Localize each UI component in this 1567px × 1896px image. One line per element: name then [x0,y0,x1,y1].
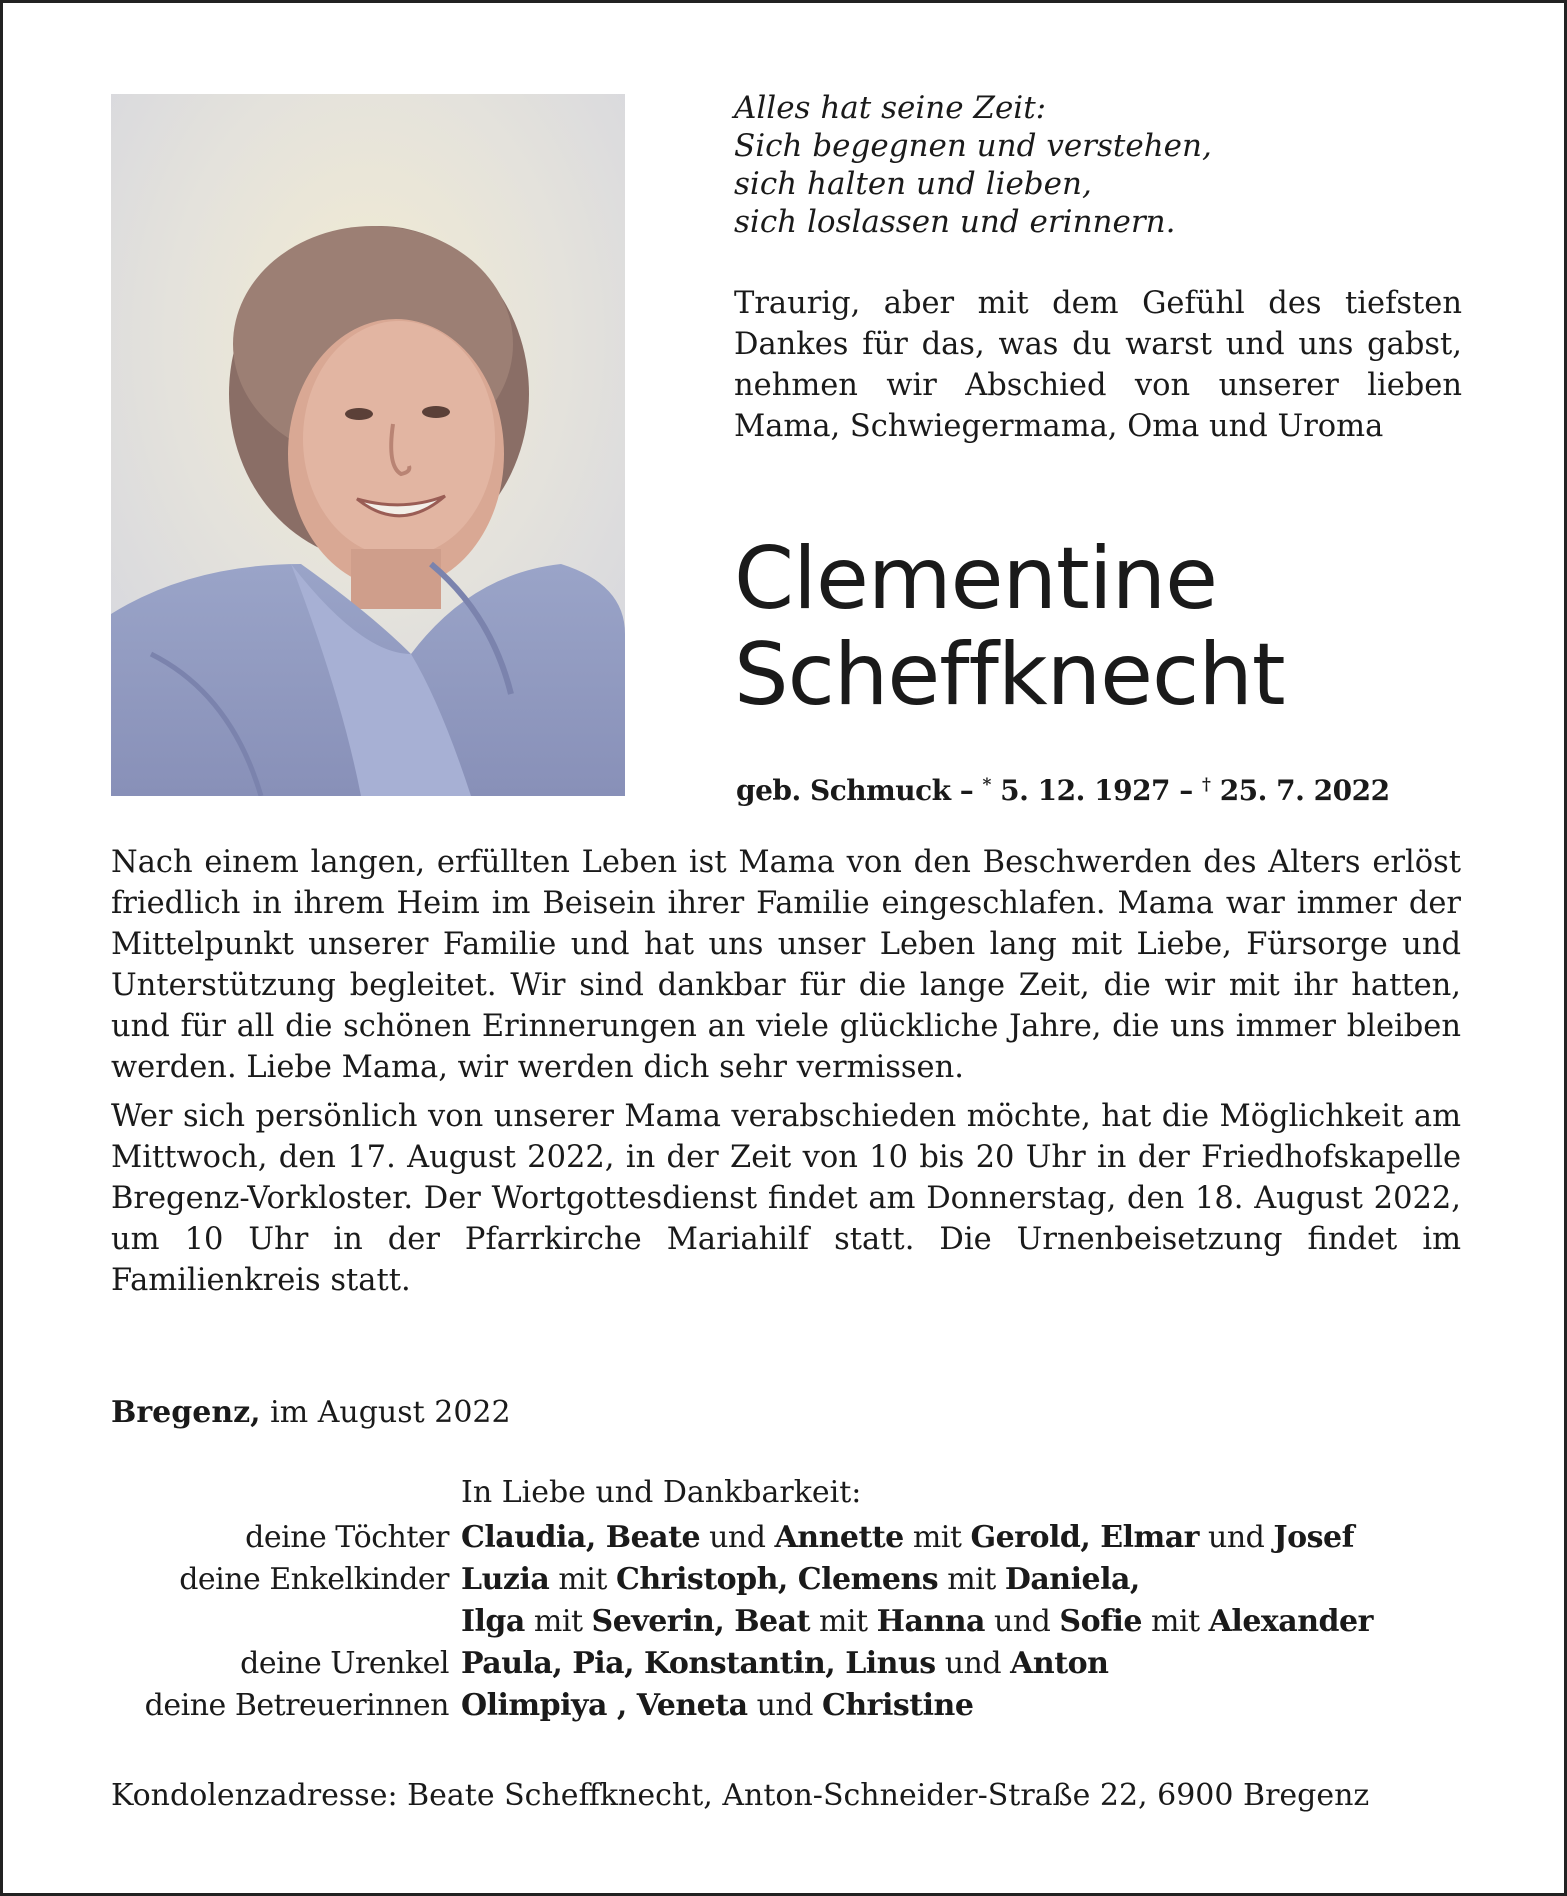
family-connector: mit [809,1604,877,1639]
portrait-photo [111,94,625,796]
signoff: In Liebe und Dankbarkeit: [461,1475,862,1510]
family-connector: mit [549,1562,616,1597]
family-member-name: Claudia, Beate [461,1520,701,1555]
condolence-address: Kondolenzadresse: Beate Scheffknecht, Anton-Schneider-Straße 22, 6900 Bregenz [111,1778,1370,1813]
family-row [103,1685,1483,1727]
poem-line: Alles hat seine Zeit: [734,90,1047,126]
first-name: Clementine [734,529,1218,629]
death-symbol: † [1202,775,1211,795]
life-dates [736,765,1390,811]
body-paragraph: Wer sich persönlich von unserer Mama verabschieden möchte, hat die Möglichkeit am Mittwoch, den 17. August 2022, in der Zeit von 10 bis 20 Uhr in der Friedhofskapelle Bregenz-Vorkloster. Der Wortgottesdienst findet am Donnerstag, den 18. August 2022, um 10 Uhr in der Pfarrkirche Mariahilf statt. Die Urnenbeisetzung findet im Familienkreis statt. [111,1099,1461,1298]
poem-line: Sich begegnen und verstehen, [734,128,1212,164]
family-connector: und [1199,1520,1274,1555]
family-connector: mit [524,1604,592,1639]
family-members [461,1685,1483,1727]
family-row [103,1601,1483,1643]
body-paragraph: Nach einem langen, erfüllten Leben ist Mama von den Beschwerden des Alters erlöst friedlich in ihrem Heim im Beisein ihrer Familie eingeschlafen. Mama war immer der Mittelpunkt unserer Familie und hat uns unser Leben lang mit Liebe, Fürsorge und Unterstützung begleitet. Wir sind dankbar für die lange Zeit, die wir mit ihr hatten, und für all die schönen Erinnerungen an viele glückliche Jahre, die uns immer bleiben werden. Liebe Mama, wir werden dich sehr vermissen. [111,845,1461,1085]
family-relation-label [103,1601,461,1643]
date-separator: – [1179,774,1193,807]
family-relation-label: deine Betreuerinnen [144,1688,449,1723]
family-member-name: Josef [1273,1520,1355,1555]
family-connector: mit [1141,1604,1209,1639]
family-member-name: Paula, Pia, Konstantin, Linus [461,1646,936,1681]
family-relation-label: deine Urenkel [240,1646,449,1681]
poem-line: sich halten und lieben, [734,166,1092,202]
family-connector: mit [903,1520,971,1555]
family-members [461,1643,1483,1685]
family-relation-label: deine Töchter [245,1520,449,1555]
portrait-illustration [111,94,625,796]
deceased-name [734,531,1285,723]
family-row [103,1559,1483,1601]
family-members [461,1559,1483,1601]
family-member-name: Hanna [876,1604,985,1639]
death-date: 25. 7. 2022 [1219,774,1390,807]
poem-line: sich loslassen und erinnern. [734,204,1176,240]
birth-date: 5. 12. 1927 [1000,774,1171,807]
intro-text: Traurig, aber mit dem Gefühl des tiefsten Dankes für das, was du warst und uns gabst, nehmen wir Abschied von unserer lieben Mama, Schwiegermama, Oma und Uroma [734,286,1462,444]
place-city: Bregenz, [111,1395,261,1430]
family-member-name: Christoph, Clemens [615,1562,939,1597]
family-member-name: Severin, Beat [591,1604,810,1639]
poem [734,89,1474,241]
family-member-name: Gerold, Elmar [970,1520,1199,1555]
family-member-name: Sofie [1059,1604,1142,1639]
family-connector: und [700,1520,775,1555]
family-member-name: Alexander [1208,1604,1373,1639]
date-separator: – [959,774,974,807]
place-date-text: im August 2022 [270,1395,511,1430]
family-members [461,1517,1483,1559]
place-date [111,1393,511,1433]
family-connector: mit [938,1562,1005,1597]
obituary-body [111,842,1461,1309]
family-connector: und [984,1604,1060,1639]
family-row [103,1643,1483,1685]
family-member-name: Olimpiya , Veneta [461,1688,748,1723]
maiden-name: geb. Schmuck [736,774,951,807]
family-connector: und [747,1688,822,1723]
family-list [103,1517,1483,1727]
family-row [103,1517,1483,1559]
family-member-name: Anton [1010,1646,1109,1681]
family-members [461,1601,1483,1643]
family-member-name: Luzia [461,1562,550,1597]
family-relation-label: deine Enkelkinder [179,1562,449,1597]
family-member-name: Annette [774,1520,904,1555]
birth-symbol: * [982,775,991,795]
family-connector: und [935,1646,1011,1681]
last-name: Scheffknecht [734,625,1285,725]
family-member-name: Ilga [461,1604,525,1639]
family-member-name: Daniela, [1004,1562,1140,1597]
family-member-name: Christine [821,1688,974,1723]
